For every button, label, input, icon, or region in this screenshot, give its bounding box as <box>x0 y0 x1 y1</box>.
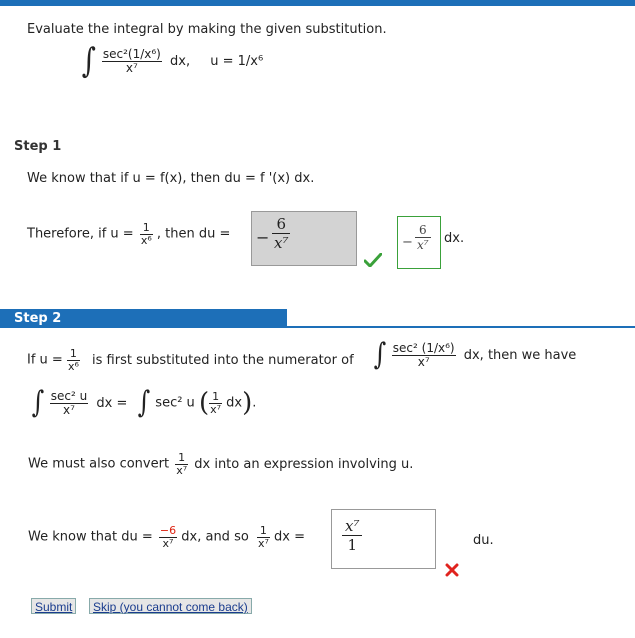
integral-sign: ∫ <box>31 385 45 420</box>
know-den: x⁷ <box>162 536 174 550</box>
answer-numerator: 6 <box>272 215 290 234</box>
answer-denominator: x⁷ <box>274 234 289 252</box>
feedback-dx: dx. <box>444 231 465 246</box>
know-text: We know that du = <box>28 529 153 545</box>
step2-divider <box>287 326 635 328</box>
step2-equation <box>30 385 257 420</box>
rhs-fraction <box>209 391 222 415</box>
convert-prefix: We must also convert <box>28 456 170 472</box>
skip-button[interactable]: Skip (you cannot come back) <box>89 598 252 614</box>
step1-therefore <box>27 222 230 246</box>
rhs-dx: dx <box>226 395 243 411</box>
step2-u-den: x⁶ <box>67 359 79 373</box>
problem-numerator: sec²(1/x⁶) <box>102 46 161 61</box>
feedback-minus: − <box>402 235 413 250</box>
problem-denominator: x⁷ <box>125 60 138 75</box>
step1-answer-input[interactable] <box>251 211 357 266</box>
step1-rule: We know that if u = f(x), then du = f '(x) dx. <box>27 171 315 186</box>
step1-answer-fraction <box>272 215 290 252</box>
step2-answer-fraction <box>342 517 362 554</box>
integral-sign: ∫ <box>81 41 96 81</box>
substituted-text: is first substituted into the numerator of <box>92 352 354 368</box>
check-icon <box>364 253 382 267</box>
convert-line <box>28 452 413 476</box>
step2-int-den: x⁷ <box>417 354 430 369</box>
step1-u-fraction <box>140 222 153 246</box>
step2-integral <box>372 337 577 372</box>
feedback-fraction <box>415 223 431 252</box>
step2-u-num: 1 <box>67 348 80 361</box>
answer-minus-sign: − <box>256 228 270 247</box>
and-so-text: dx, and so <box>181 529 249 545</box>
wrong-x-icon <box>445 563 459 577</box>
convert-suffix: dx into an expression involving u. <box>194 456 414 472</box>
problem-dx: dx, <box>170 53 191 69</box>
so-den: x⁷ <box>257 536 269 550</box>
rhs-end: . <box>252 395 257 411</box>
step2-label: Step 2 <box>0 309 287 328</box>
then-du-text: , then du = <box>156 226 231 242</box>
step2-u-fraction <box>67 348 80 372</box>
header-bar <box>0 0 635 6</box>
step1-label: Step 1 <box>14 139 62 154</box>
integral-sign: ∫ <box>373 337 387 372</box>
rhs-sec: sec² u <box>155 395 195 411</box>
know-fraction <box>159 525 177 549</box>
step2-if-text: If u = <box>27 352 63 368</box>
lhs-fraction <box>50 390 88 416</box>
problem-substitution: u = 1/x⁶ <box>210 53 264 69</box>
submit-button[interactable]: Submit <box>31 598 76 614</box>
integral-sign: ∫ <box>137 385 150 420</box>
step2-answer-input[interactable] <box>331 509 436 569</box>
know-line <box>28 525 305 549</box>
therefore-text: Therefore, if u = <box>27 226 134 242</box>
feedback-numerator: 6 <box>415 223 431 238</box>
convert-den: x⁷ <box>176 463 188 477</box>
convert-fraction <box>175 452 188 476</box>
convert-num: 1 <box>175 452 188 465</box>
step2-answer-den: 1 <box>347 536 358 554</box>
step2-if-line <box>27 348 354 372</box>
close-paren: ) <box>242 388 253 418</box>
step2-int-num: sec² (1/x⁶) <box>392 340 455 355</box>
instruction-text: Evaluate the integral by making the given substitution. <box>27 22 387 37</box>
trailing-du: du. <box>473 533 494 548</box>
so-num: 1 <box>257 525 270 538</box>
lhs-num: sec² u <box>50 388 88 403</box>
problem-integral <box>80 41 264 81</box>
then-have-text: dx, then we have <box>463 347 577 363</box>
problem-fraction <box>102 48 162 74</box>
know-num: −6 <box>159 524 177 537</box>
rhs-num: 1 <box>209 391 222 404</box>
step1-u-den: x⁶ <box>140 233 152 247</box>
lhs-dx: dx = <box>96 395 128 411</box>
open-paren: ( <box>198 388 210 418</box>
lhs-den: x⁷ <box>63 402 75 417</box>
so-fraction <box>257 525 270 549</box>
rhs-den: x⁷ <box>210 402 222 416</box>
feedback-denominator: x⁷ <box>417 238 429 252</box>
step1-u-num: 1 <box>140 222 153 235</box>
feedback-box <box>397 216 441 269</box>
step2-int-fraction <box>392 342 456 368</box>
step2-answer-num: x⁷ <box>342 517 362 536</box>
so-dx: dx = <box>274 529 305 545</box>
